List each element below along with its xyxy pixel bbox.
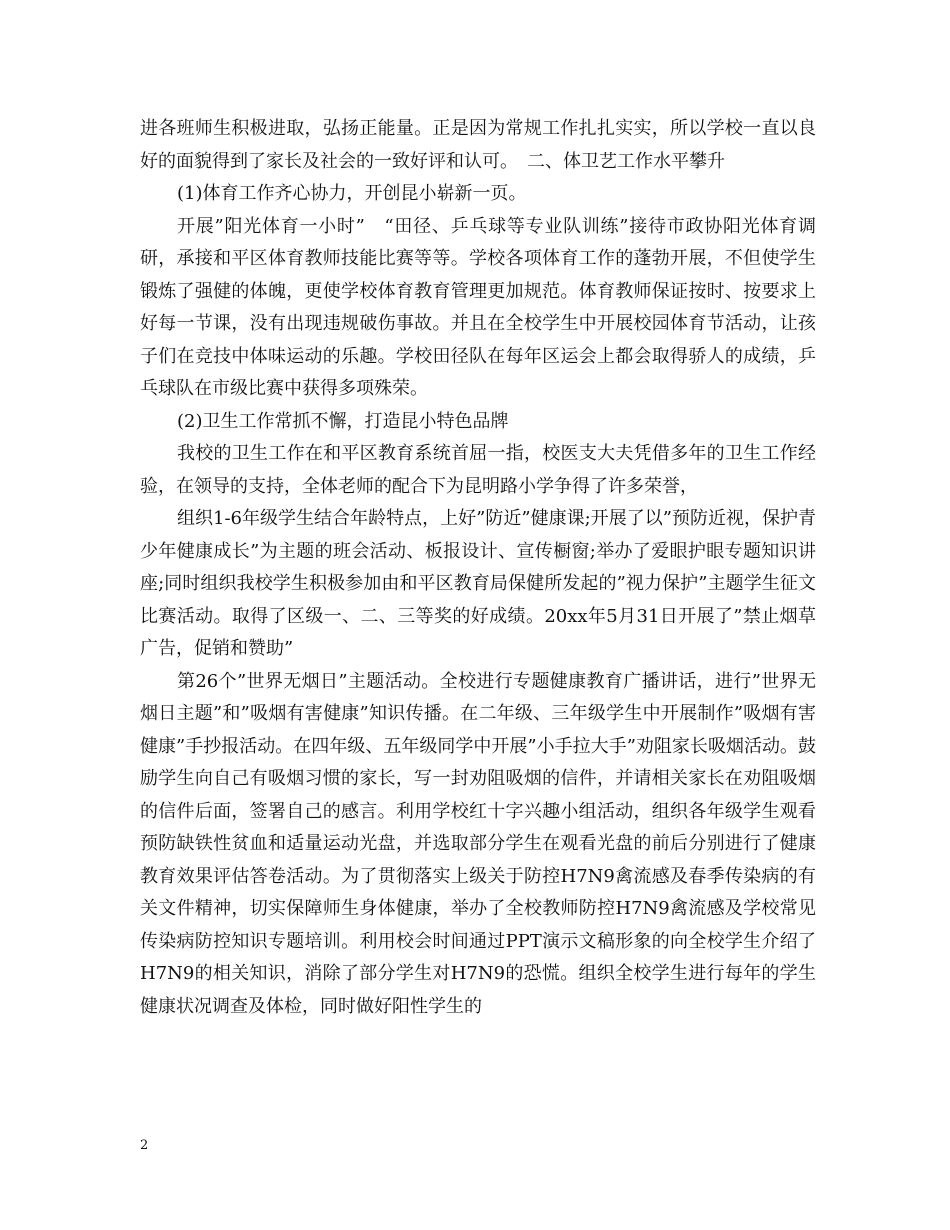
- paragraph-5: 我校的卫生工作在和平区教育系统首屈一指，校医支大夫凭借多年的卫生工作经验，在领导的支持，全体老师的配合下为昆明路小学争得了许多荣誉，: [140, 443, 816, 497]
- paragraph-2-heading-sports: (1)体育工作齐心协力，开创昆小崭新一页。: [177, 183, 527, 204]
- paragraph-3: 开展”阳光体育一小时” “田径、乒乓球等专业队训练”接待市政协阳光体育调研，承接和平区体育教师技能比赛等等。学校各项体育工作的蓬勃开展，不但使学生锻炼了强健的体魄，更使学校体育教育管理更加规范。体育教师保证按时、按要求上好每一节课，没有出现违规破伤事故。并且在全校学生中开展校园体育节活动，让孩子们在竞技中体味运动的乐趣。学校田径队在每年区运会上都会取得骄人的成绩，乒乓球队在市级比赛中获得多项殊荣。: [140, 215, 816, 399]
- document-body: [140, 113, 816, 1023]
- paragraph-1: 进各班师生积极进取，弘扬正能量。正是因为常规工作扎扎实实，所以学校一直以良好的面貌得到了家长及社会的一致好评和认可。 二、体卫艺工作水平攀升: [140, 118, 816, 172]
- page-number: 2: [140, 1138, 149, 1153]
- paragraph-6: 组织1-6年级学生结合年龄特点，上好”防近”健康课;开展了以”预防近视，保护青少年健康成长”为主题的班会活动、板报设计、宣传橱窗;举办了爱眼护眼专题知识讲座;同时组织我校学生积极参加由和平区教育局保健所发起的”视力保护”主题学生征文比赛活动。取得了区级一、二、三等奖的好成绩。20xx年5月31日开展了”禁止烟草广告，促销和赞助”: [140, 508, 816, 659]
- paragraph-7: 第26个”世界无烟日”主题活动。全校进行专题健康教育广播讲话，进行”世界无烟日主题”和”吸烟有害健康”知识传播。在二年级、三年级学生中开展制作”吸烟有害健康”手抄报活动。在四年级、五年级同学中开展”小手拉大手”劝阻家长吸烟活动。鼓励学生向自己有吸烟习惯的家长，写一封劝阻吸烟的信件，并请相关家长在劝阻吸烟的信件后面，签署自己的感言。利用学校红十字兴趣小组活动，组织各年级学生观看预防缺铁性贫血和适量运动光盘，并选取部分学生在观看光盘的前后分别进行了健康教育效果评估答卷活动。为了贯彻落实上级关于防控H7N9禽流感及春季传染病的有关文件精神，切实保障师生身体健康，举办了全校教师防控H7N9禽流感及学校常见传染病防控知识专题培训。利用校会时间通过PPT演示文稿形象的向全校学生介绍了H7N9的相关知识，消除了部分学生对H7N9的恐慌。组织全校学生进行每年的学生健康状况调查及体检，同时做好阳性学生的: [140, 670, 816, 1017]
- paragraph-4-heading-health: (2)卫生工作常抓不懈，打造昆小特色品牌: [177, 410, 509, 432]
